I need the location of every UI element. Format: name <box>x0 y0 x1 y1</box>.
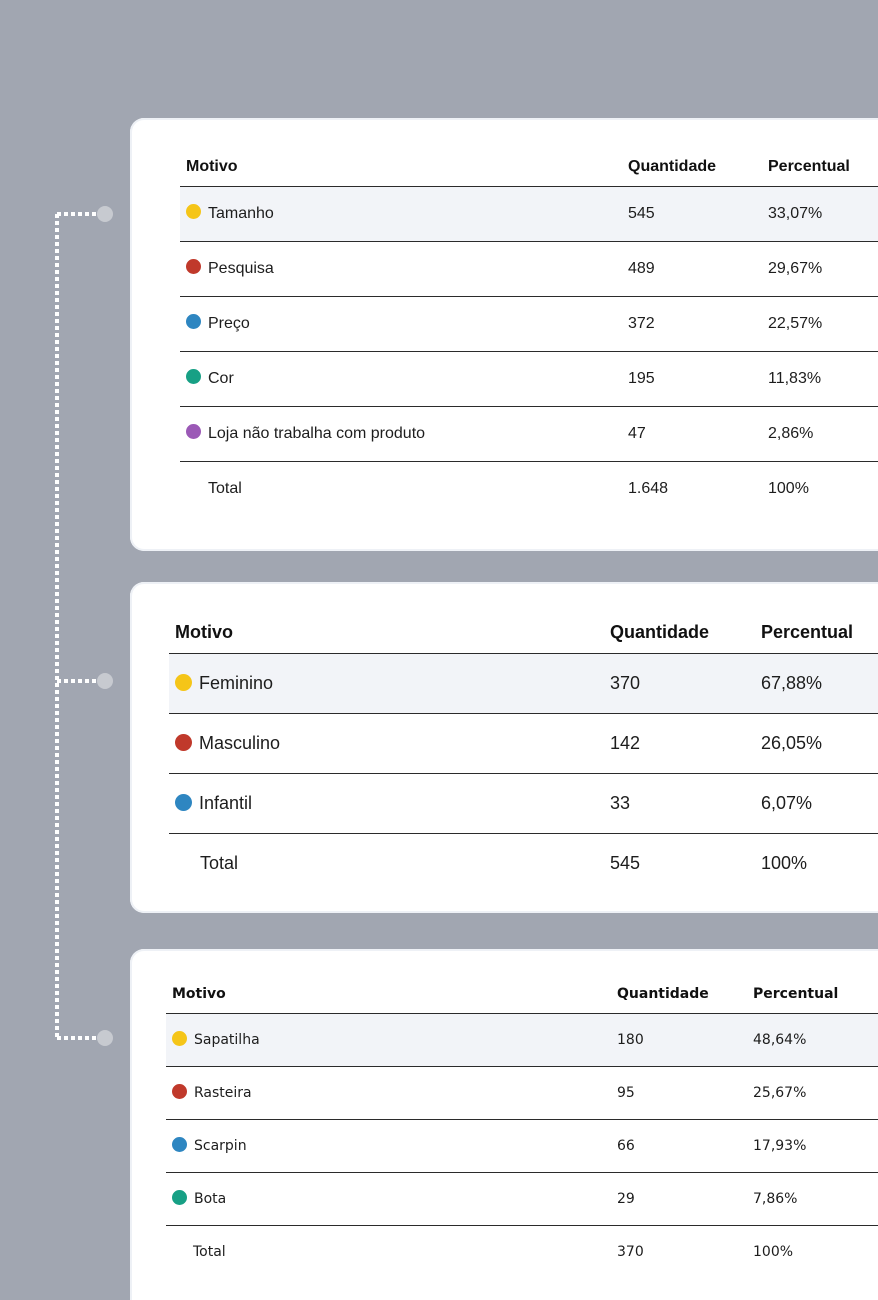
legend-dot-icon <box>175 794 192 811</box>
header-quantidade: Quantidade <box>610 612 761 653</box>
header-motivo: Motivo <box>166 976 617 1013</box>
row-percentual: 67,88% <box>761 653 878 713</box>
total-percentual: 100% <box>753 1243 794 1260</box>
table-row <box>166 1119 878 1172</box>
row-label: Scarpin <box>194 1137 247 1154</box>
table-row <box>166 1013 878 1066</box>
row-percentual: 29,67% <box>768 241 878 296</box>
total-quantidade: 1.648 <box>628 479 669 497</box>
row-quantidade: 33 <box>610 773 761 833</box>
legend-dot-icon <box>186 259 201 274</box>
table-total-row <box>166 1225 878 1278</box>
legend-dot-icon <box>172 1137 187 1152</box>
total-label: Total <box>193 1243 226 1260</box>
table-row <box>180 296 878 351</box>
table-row <box>180 406 878 461</box>
legend-dot-icon <box>172 1190 187 1205</box>
legend-dot-icon <box>186 204 201 219</box>
row-quantidade: 195 <box>628 351 768 406</box>
total-label: Total <box>208 479 242 497</box>
table-row <box>166 1172 878 1225</box>
row-label: Pesquisa <box>208 259 274 277</box>
table-total-row <box>169 833 878 893</box>
row-label: Tamanho <box>208 204 274 222</box>
row-quantidade: 142 <box>610 713 761 773</box>
row-quantidade: 489 <box>628 241 768 296</box>
connector-tree <box>0 0 130 1300</box>
row-percentual: 33,07% <box>768 186 878 241</box>
table-motivos <box>180 148 878 516</box>
table-header-row <box>180 148 878 186</box>
table-row <box>169 773 878 833</box>
row-quantidade: 29 <box>617 1172 753 1225</box>
row-percentual: 22,57% <box>768 296 878 351</box>
table-row <box>180 186 878 241</box>
row-percentual: 7,86% <box>753 1172 878 1225</box>
total-percentual: 100% <box>761 852 808 873</box>
header-quantidade: Quantidade <box>628 148 768 186</box>
row-label: Sapatilha <box>194 1031 260 1048</box>
row-percentual: 6,07% <box>761 773 878 833</box>
legend-dot-icon <box>186 369 201 384</box>
row-quantidade: 370 <box>610 653 761 713</box>
header-percentual: Percentual <box>768 148 878 186</box>
row-label: Bota <box>194 1190 227 1207</box>
row-quantidade: 95 <box>617 1066 753 1119</box>
table-row <box>169 713 878 773</box>
row-label: Feminino <box>199 672 274 693</box>
legend-dot-icon <box>186 314 201 329</box>
total-percentual: 100% <box>768 479 809 497</box>
header-percentual: Percentual <box>761 612 878 653</box>
table-total-row <box>180 461 878 516</box>
legend-dot-icon <box>172 1031 187 1046</box>
header-percentual: Percentual <box>753 976 878 1013</box>
row-label: Cor <box>208 369 234 387</box>
total-quantidade: 370 <box>617 1243 644 1260</box>
table-modelo <box>166 976 878 1278</box>
legend-dot-icon <box>172 1084 187 1099</box>
connector-node-1 <box>97 206 113 222</box>
row-label: Preço <box>208 314 250 332</box>
legend-dot-icon <box>186 424 201 439</box>
connector-node-3 <box>97 1030 113 1046</box>
header-quantidade: Quantidade <box>617 976 753 1013</box>
row-quantidade: 47 <box>628 406 768 461</box>
connector-node-2 <box>97 673 113 689</box>
row-quantidade: 545 <box>628 186 768 241</box>
row-label: Infantil <box>199 792 253 813</box>
row-label: Loja não trabalha com produto <box>208 424 426 442</box>
total-quantidade: 545 <box>610 852 641 873</box>
table-card-modelo <box>130 949 878 1300</box>
table-row <box>166 1066 878 1119</box>
row-percentual: 25,67% <box>753 1066 878 1119</box>
row-quantidade: 372 <box>628 296 768 351</box>
row-percentual: 11,83% <box>768 351 878 406</box>
table-card-motivos <box>130 118 878 551</box>
table-header-row <box>166 976 878 1013</box>
row-quantidade: 180 <box>617 1013 753 1066</box>
row-percentual: 48,64% <box>753 1013 878 1066</box>
legend-dot-icon <box>175 734 192 751</box>
table-card-genero <box>130 582 878 913</box>
table-row <box>169 653 878 713</box>
row-percentual: 26,05% <box>761 713 878 773</box>
header-motivo: Motivo <box>180 148 628 186</box>
table-header-row <box>169 612 878 653</box>
header-motivo: Motivo <box>169 612 610 653</box>
row-percentual: 2,86% <box>768 406 878 461</box>
row-label: Masculino <box>199 732 281 753</box>
row-quantidade: 66 <box>617 1119 753 1172</box>
row-label: Rasteira <box>194 1084 252 1101</box>
legend-dot-icon <box>175 674 192 691</box>
table-row <box>180 351 878 406</box>
row-percentual: 17,93% <box>753 1119 878 1172</box>
total-label: Total <box>200 852 239 873</box>
table-row <box>180 241 878 296</box>
table-genero <box>169 612 878 893</box>
